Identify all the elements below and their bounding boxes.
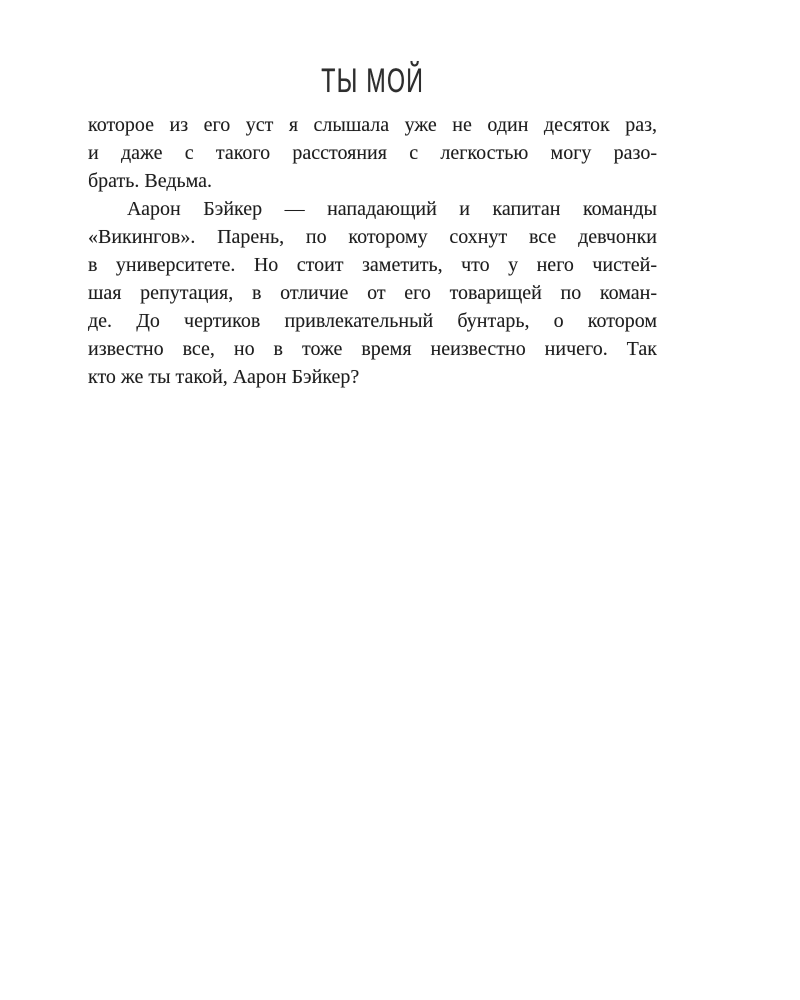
- text-line: шая репутация, в отличие от его товарищей по коман-: [88, 282, 657, 304]
- page-title: [88, 63, 657, 99]
- paragraph: [88, 111, 657, 195]
- text-line: де. До чертиков привлекательный бунтарь, о котором: [88, 310, 657, 332]
- text-line: и даже с такого расстояния с легкостью могу разо-: [88, 142, 657, 164]
- body-text: [88, 111, 657, 391]
- chapter-title-text: ТЫ МОЙ: [320, 61, 425, 101]
- text-line: в университете. Но стоит заметить, что у него чистей-: [88, 254, 657, 276]
- text-block: [88, 0, 657, 391]
- paragraph: [88, 195, 657, 391]
- text-line: «Викингов». Парень, по которому сохнут все девчонки: [88, 226, 657, 248]
- text-line: Аарон Бэйкер — нападающий и капитан команды: [127, 198, 657, 220]
- text-line: известно все, но в тоже время неизвестно ничего. Так: [88, 338, 657, 360]
- text-line: которое из его уст я слышала уже не один десяток раз,: [88, 114, 657, 136]
- text-line: брать. Ведьма.: [88, 170, 213, 192]
- text-line: кто же ты такой, Аарон Бэйкер?: [88, 366, 360, 388]
